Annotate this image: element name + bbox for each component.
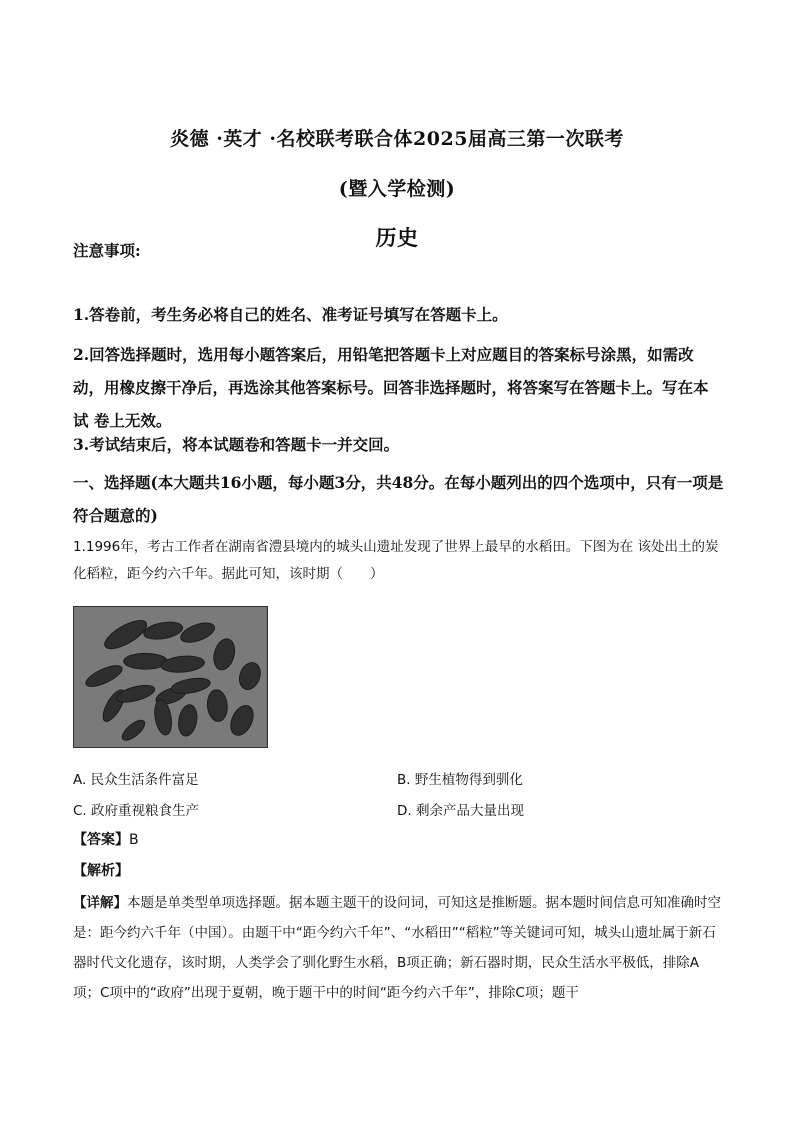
- carbonized-rice-grains-photo: [73, 606, 268, 748]
- detail-text: 本题是单类型单项选择题。据本题主题干的设问词，可知这是推断题。据本题时间信息可知准确时空是：距今约六千年（中国）。由题干中“距今约六千年”、“水稻田”“稻粒”等关键词可知，城头山遗址属于新石器时代文化遗存，该时期，人类学会了驯化野生水稻，B项正确；新石器时期，民众生活水平极低，排除A项；C项中的“政府”出现于夏朝，晚于题干中的时间“距今约六千年”，排除C项；题干: [73, 895, 721, 1001]
- detail-paragraph: [73, 888, 725, 1008]
- answer-line: [73, 829, 139, 849]
- answer-value: B: [129, 832, 139, 848]
- question-1-stem: 1.1996年，考古工作者在湖南省澧县境内的城头山遗址发现了世界上最早的水稻田。下图为在 该处出土的炭化稻粒，距今约六千年。据此可知，该时期（ ）: [73, 539, 719, 582]
- answer-label: 【答案】: [73, 832, 129, 848]
- exam-title: 炎德 ·英才 ·名校联考联合体2025届高三第一次联考: [170, 128, 624, 150]
- notice-heading: 注意事项:: [73, 241, 141, 260]
- subject-title: 历史: [375, 225, 419, 250]
- section-heading: 一、选择题(本大题共16小题，每小题3分，共48分。在每小题列出的四个选项中，只有一项是 符合题意的): [73, 473, 724, 525]
- option-d: D. 剩余产品大量出现: [397, 803, 524, 819]
- notice-item-2: 2.回答选择题时，选用每小题答案后，用铅笔把答题卡上对应题目的答案标号涂黑，如需改动，用橡皮擦干净后，再选涂其他答案标号。回答非选择题时，将答案写在答题卡上。写在本试 卷上无效。: [73, 345, 709, 430]
- option-b: B. 野生植物得到驯化: [397, 772, 523, 788]
- analysis-label: 【解析】: [73, 863, 129, 879]
- notice-item-1: 1.答卷前，考生务必将自己的姓名、准考证号填写在答题卡上。: [73, 305, 508, 324]
- detail-label: 【详解】: [73, 895, 127, 911]
- notice-item-3: 3.考试结束后，将本试题卷和答题卡一并交回。: [73, 435, 400, 454]
- exam-subtitle: (暨入学检测): [338, 178, 456, 200]
- option-c: C. 政府重视粮食生产: [73, 803, 200, 819]
- option-a: A. 民众生活条件富足: [73, 772, 199, 788]
